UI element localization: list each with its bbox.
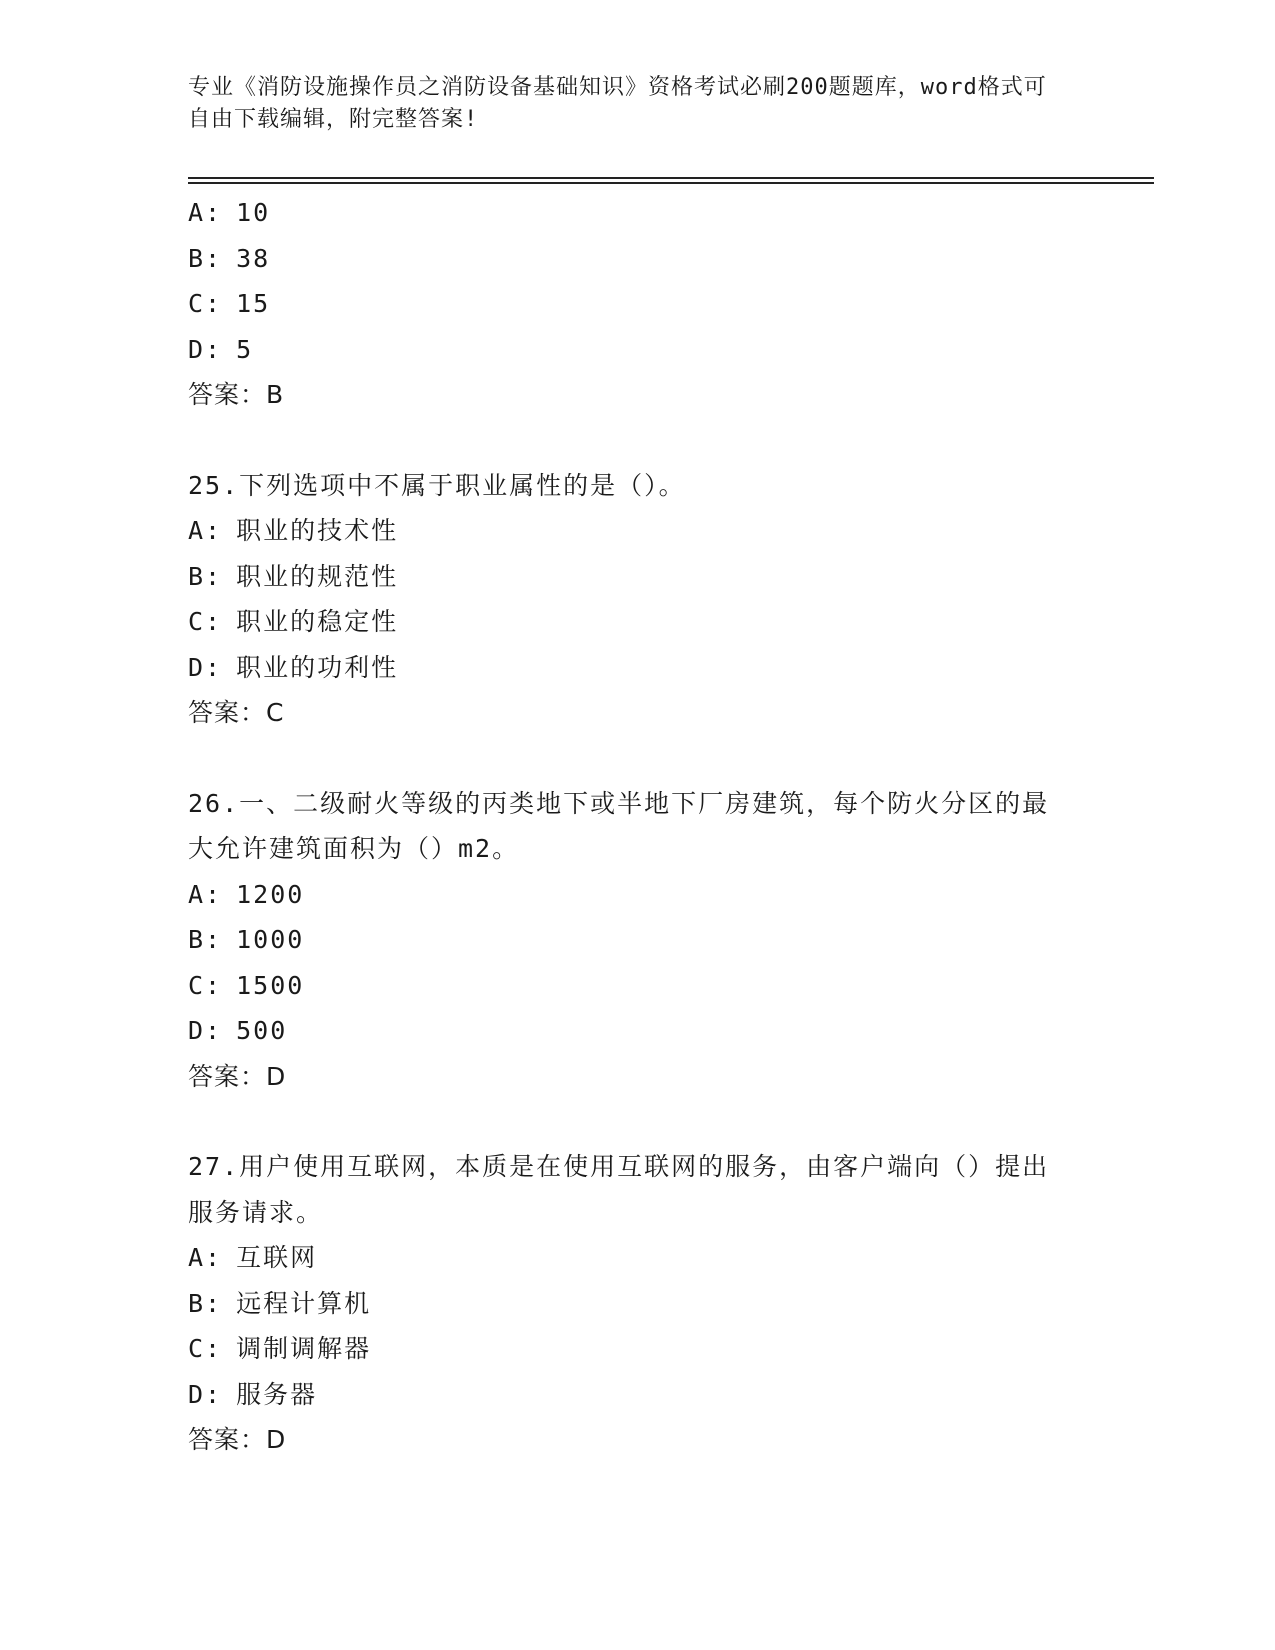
- option-b: [188, 917, 1088, 963]
- question-block-27: [188, 1144, 1088, 1463]
- option-key: D:: [188, 652, 223, 682]
- option-text: 1500: [236, 970, 305, 1000]
- option-key: B:: [188, 243, 223, 273]
- answer-line: 答案：D: [188, 1061, 287, 1091]
- question-block-25: [188, 463, 1088, 736]
- option-text: 职业的功利性: [236, 652, 399, 682]
- spacer: [188, 736, 1088, 781]
- document-header: 专业《消防设施操作员之消防设备基础知识》资格考试必刷200题题库，word格式可自由下载编辑，附完整答案!: [188, 75, 1047, 132]
- option-c: [188, 963, 1088, 1009]
- option-key: B:: [188, 1288, 223, 1318]
- option-text: 调制调解器: [236, 1334, 372, 1363]
- option-d: [188, 1008, 1088, 1054]
- option-key: C:: [188, 970, 223, 1000]
- option-text: 远程计算机: [236, 1288, 372, 1318]
- option-text: 15: [236, 289, 271, 318]
- option-b: [188, 554, 1088, 600]
- option-text: 服务器: [236, 1379, 318, 1409]
- option-a: [188, 1235, 1088, 1281]
- question-stem: 27.用户使用互联网，本质是在使用互联网的服务，由客户端向（）提出服务请求。: [188, 1152, 1050, 1227]
- answer-line: 答案：D: [188, 1425, 287, 1454]
- option-key: C:: [188, 289, 223, 318]
- option-a: [188, 872, 1088, 918]
- answer-line: 答案：B: [188, 380, 285, 409]
- option-c: [188, 599, 1088, 645]
- option-b: [188, 1281, 1088, 1327]
- option-key: B:: [188, 925, 223, 954]
- option-text: 职业的规范性: [236, 561, 399, 591]
- option-key: C:: [188, 1334, 223, 1363]
- option-b: [188, 236, 1088, 282]
- option-text: 1000: [236, 925, 305, 954]
- option-key: A:: [188, 198, 223, 227]
- question-block-26: [188, 781, 1088, 1100]
- question-list: [188, 190, 1088, 1463]
- option-a: [188, 508, 1088, 554]
- option-a: [188, 190, 1088, 236]
- option-c: [188, 1326, 1088, 1372]
- option-text: 互联网: [236, 1243, 318, 1272]
- question-block-prev: [188, 190, 1088, 418]
- header-rule-bottom: [188, 182, 1154, 184]
- option-key: D:: [188, 334, 223, 364]
- option-key: D:: [188, 1379, 223, 1409]
- question-stem: 26.一、二级耐火等级的丙类地下或半地下厂房建筑，每个防火分区的最大允许建筑面积为（）m2。: [188, 788, 1050, 863]
- option-key: D:: [188, 1016, 223, 1045]
- option-key: A:: [188, 1243, 223, 1272]
- option-key: C:: [188, 607, 223, 636]
- option-text: 职业的技术性: [236, 516, 399, 545]
- option-c: [188, 281, 1088, 327]
- option-d: [188, 645, 1088, 691]
- answer-line: 答案：C: [188, 698, 285, 727]
- option-text: 5: [236, 334, 254, 364]
- option-text: 职业的稳定性: [236, 607, 399, 636]
- option-d: [188, 327, 1088, 373]
- option-text: 10: [236, 198, 271, 227]
- option-d: [188, 1372, 1088, 1418]
- option-text: 500: [236, 1016, 288, 1045]
- spacer: [188, 418, 1088, 463]
- header-rule-top: [188, 177, 1154, 179]
- option-key: A:: [188, 516, 223, 545]
- question-stem: 25.下列选项中不属于职业属性的是（）。: [188, 470, 686, 500]
- option-text: 1200: [236, 879, 305, 909]
- spacer: [188, 1099, 1088, 1144]
- option-key: B:: [188, 561, 223, 591]
- option-text: 38: [236, 243, 271, 273]
- option-key: A:: [188, 879, 223, 909]
